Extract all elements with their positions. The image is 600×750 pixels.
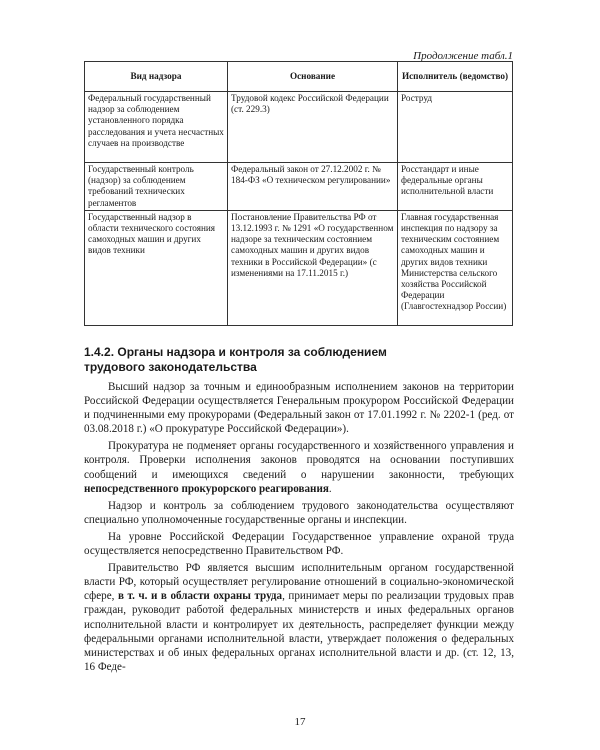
paragraph-government [84,561,514,674]
table-cell: Росстандарт и иные федеральные органы исполнительной власти [398,163,513,211]
table-row [85,210,513,325]
paragraph-text: . [328,482,332,495]
paragraph-text: Прокуратура не подменяет органы государственного и хозяйственного управления и контроля. Проверки исполнения законов проводятся на основании поступивших сообщений и имеющихся сведений о нарушении законности, требующих [84,440,514,481]
table-cell: Государственный надзор в области технического состояния самоходных машин и других видов техники [85,210,228,325]
paragraph-bold-text: непосредственного прокурорского реагирования [84,482,329,495]
table-cell: Государственный контроль (надзор) за соблюдением требований технических регламентов [85,163,228,211]
paragraph-authorized-bodies: Надзор и контроль за соблюдением трудового законодательства осуществляют специально уполномоченные государственные органы и инспекции. [84,499,514,526]
paragraph-prosecutor-role [84,439,514,495]
section-heading-line-2: трудового законодательства [84,360,257,374]
header-basis: Основание [228,62,398,92]
header-supervision-type: Вид надзора [85,62,228,92]
paragraph-text: Правительство РФ является высшим исполнительным органом государственной власти РФ, который осуществляет регулирование отношений в социально-экономической сфере, [84,562,514,603]
table-cell: Федеральный государственный надзор за соблюдением установленного порядка расследования и учета несчастных случаев на производстве [85,92,228,163]
body-text [84,380,514,677]
table-header-row [85,62,513,92]
page-number: 17 [294,716,306,728]
paragraph-prosecutor-supervision: Высший надзор за точным и единообразным исполнением законов на территории Российской Федерации осуществляется Генеральным прокурором Российской Федерации и подчиненными ему прокурорами (Федеральный закон от 17.01.1992 г. № 2202-1 (ред. от 03.08.2018 г.) «О прокуратуре Российской Федерации»). [84,381,514,436]
table-cell: Роструд [398,92,513,163]
table-cell: Главная государственная инспекция по надзору за техническим состоянием самоходных машин и других видов техники Министерства сельского хозяйства Российской Федерации (Главгостехнадзор России) [398,210,513,325]
section-heading-line-1: 1.4.2. Органы надзора и контроля за соблюдением [84,345,387,359]
section-heading [84,345,514,375]
header-executor: Исполнитель (ведомство) [398,62,513,92]
table-cell: Постановление Правительства РФ от 13.12.1993 г. № 1291 «О государственном надзоре за техническим состоянием самоходных машин и других видов техники в Российской Федерации» (с изменениями на 17.11.2015 г.) [228,210,398,325]
paragraph-text: , принимает меры по реализации трудовых прав граждан, руководит работой федеральных министерств и иных федеральных органов исполнительной власти и контролирует их деятельность, распределяет функции между федеральными органами исполнительной власти, утверждает положения о федеральных министерствах и об иных федеральных органах исполнительной власти и др. (ст. 12, 13, 16 Феде- [84,590,514,673]
supervision-table [84,61,513,326]
paragraph-federal-level: На уровне Российской Федерации Государственное управление охраной труда осуществляется непосредственно Правительством РФ. [84,530,514,558]
table-row [85,163,513,211]
paragraph-bold-text: в т. ч. и в области охраны труда [117,590,283,603]
table-row [85,92,513,163]
table-continuation-caption: Продолжение табл.1 [413,50,513,62]
table-cell: Федеральный закон от 27.12.2002 г. № 184-ФЗ «О техническом регулировании» [228,163,398,211]
table-cell: Трудовой кодекс Российской Федерации (ст. 229.3) [228,92,398,163]
